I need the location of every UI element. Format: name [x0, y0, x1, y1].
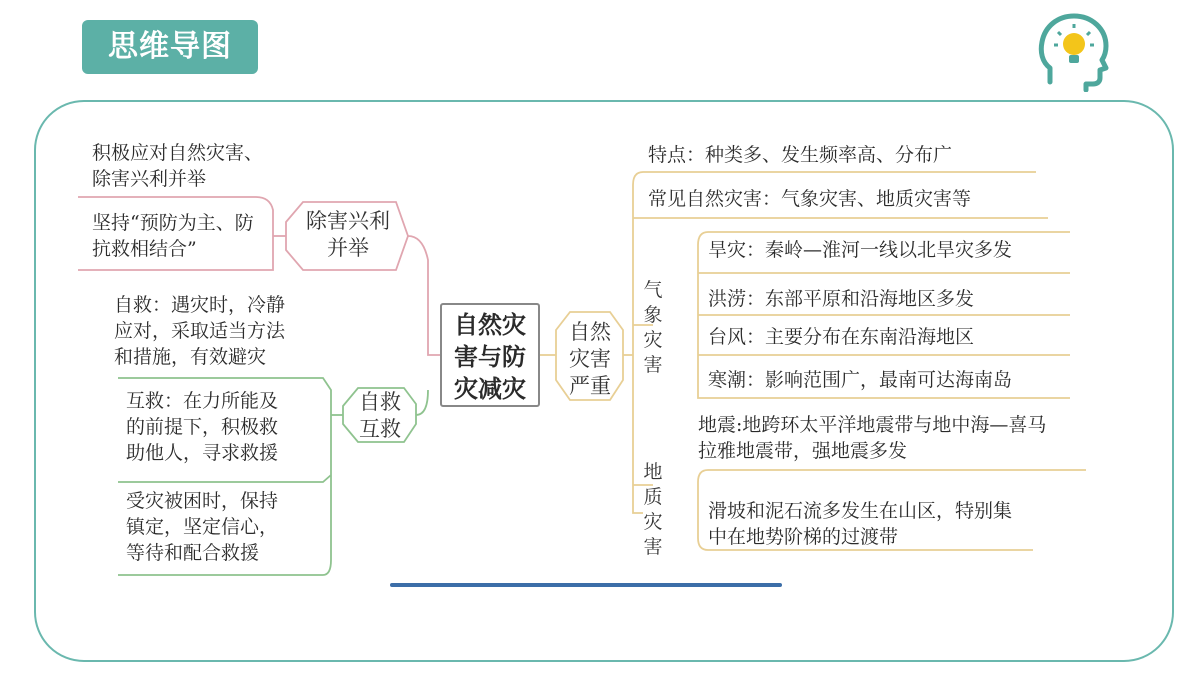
geologic-disaster-label: 地质 灾害: [643, 461, 663, 558]
central-topic: 自然灾 害与防 灾减灾: [440, 303, 540, 407]
section-title: 思维导图: [82, 20, 258, 74]
branch-label-rescue: 自救 互救: [359, 390, 401, 441]
typhoon-text: 台风：主要分布在东南沿海地区: [708, 326, 975, 348]
flood-text: 洪涝：东部平原和沿海地区多发: [708, 288, 975, 310]
weather-disaster-label: 气象 灾害: [643, 279, 663, 376]
branch-label-severe: 自然 灾害 严重: [569, 320, 611, 398]
earthquake-text: 地震:地跨环太平洋地震带与地中海—喜马 拉雅地震带，强地震多发: [698, 414, 1047, 462]
cold-wave-text: 寒潮：影响范围广，最南可达海南岛: [708, 369, 1013, 391]
trapped-text: 受灾被困时，保持 镇定，坚定信心， 等待和配合救援: [126, 490, 279, 564]
landslide-text: 滑坡和泥石流多发生在山区，特别集 中在地势阶梯的过渡带: [708, 500, 1013, 548]
left-item-2: 坚持“预防为主、防 抗救相结合”: [92, 212, 254, 260]
left-item-1: 积极应对自然灾害、 除害兴利并举: [92, 142, 264, 190]
drought-text: 旱灾：秦岭—淮河一线以北旱灾多发: [708, 239, 1013, 261]
self-rescue-text: 自救：遇灾时，冷静 应对，采取适当方法 和措施，有效避灾: [114, 294, 286, 368]
mind-map: [78, 130, 1088, 585]
bottom-divider: [390, 583, 782, 587]
mutual-rescue-text: 互救：在力所能及 的前提下，积极救 助他人，寻求救援: [126, 390, 279, 464]
trait-text: 特点：种类多、发生频率高、分布广: [648, 144, 953, 166]
head-lightbulb-icon: [1036, 12, 1110, 92]
branch-label-remove-harm: 除害兴利 并举: [306, 209, 390, 260]
common-disasters-text: 常见自然灾害：气象灾害、地质灾害等: [648, 188, 972, 210]
